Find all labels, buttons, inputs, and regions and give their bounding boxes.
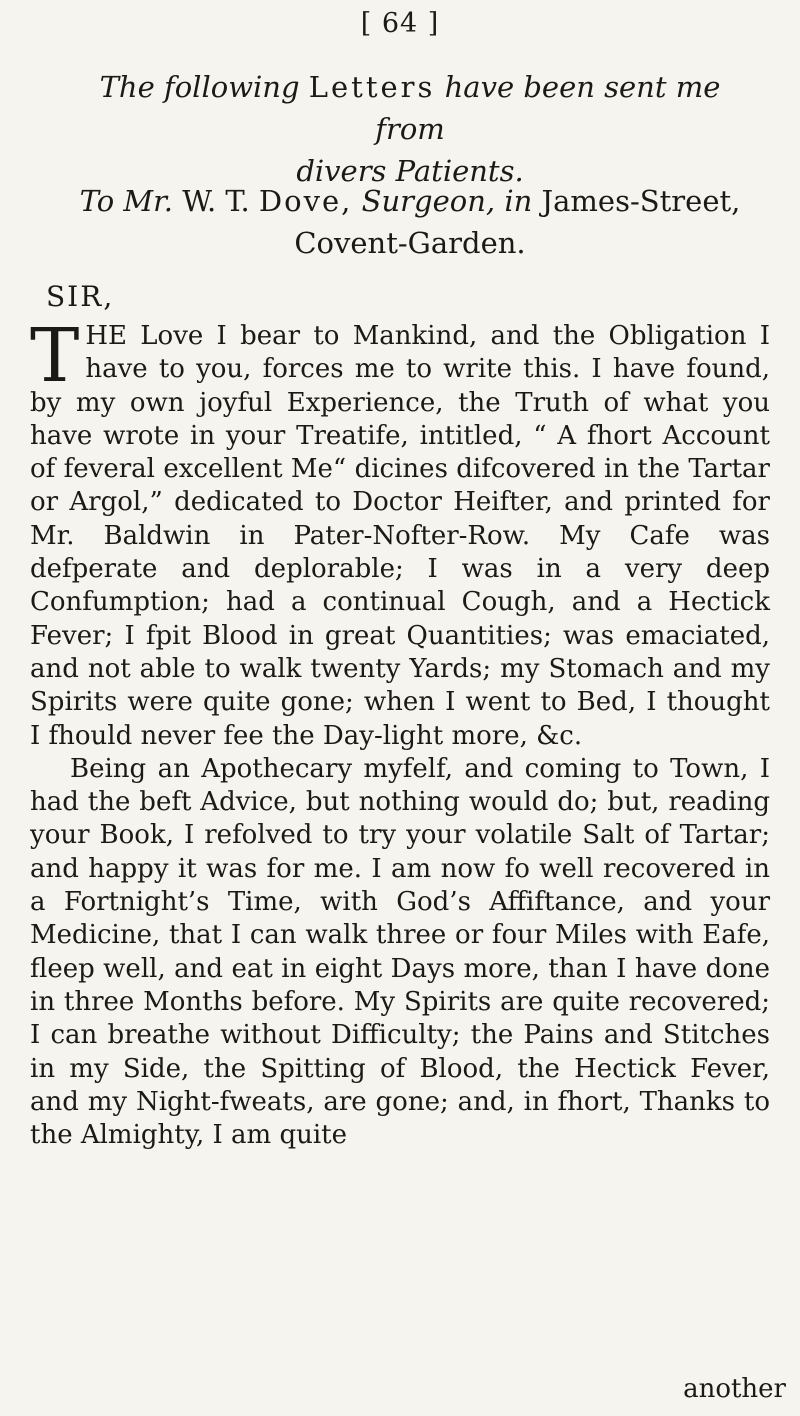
letter-body [30, 313, 770, 1152]
drop-cap: T [30, 313, 80, 399]
address-street: James-Street, [541, 184, 741, 218]
paragraph-2 [30, 753, 770, 1153]
address-surname: Dove, [258, 184, 353, 218]
address-title: Surgeon, [361, 184, 496, 218]
paragraph-2-text: Being an Apothecary myfelf, and coming to Town, I had the beft Advice, but nothing would do; but, reading your Book, I refolved to try your volatile Salt of Tartar; and happy it was for me. I am now fo well recovered in a Fortnight’s Time, with God’s Affiftance, and your Medicine, that I can walk three or four Miles with Eafe, fleep well, and eat in eight Days more, than I have done in three Months before. My Spirits are quite recovered; I can breathe without Difficulty; the Pains and Stitches in my Side, the Spitting of Blood, the Hectick Fever, and my Night-fweats, are gone; and, in fhort, Thanks to the Almighty, I am quite [30, 753, 770, 1151]
heading-letters: Letters [308, 70, 436, 104]
paragraph-1-text: HE Love I bear to Mankind, and the Obligation I have to you, forces me to write this. I have found, by my own joyful Experience, the Truth of what you have wrote in your Treatife, intitled, “ A fhort Account of feveral excellent Me“ dicines difcovered in the Tartar or Argol,” dedicated to Doctor Heifter, and printed for Mr. Baldwin in Pater-Nofter-Row. My Cafe was defperate and deplorable; I was in a very deep Confumption; had a continual Cough, and a Hectick Fever; I fpit Blood in great Quantities; was emaciated, and not able to walk twenty Yards; my Stomach and my Spirits were quite gone; when I went to Bed, I thought I fhould never fee the Day-light more, &c. [30, 321, 770, 751]
salutation: SIR, [46, 280, 115, 313]
address-in: in [504, 184, 533, 218]
address-name: W. T. [182, 184, 250, 218]
address-to: To Mr. [79, 184, 173, 218]
letter-address [70, 180, 750, 264]
heading-text-a: The following [99, 70, 300, 104]
heading-line-1 [70, 66, 750, 150]
address-line-1 [70, 180, 750, 222]
page-number: [ 64 ] [360, 8, 440, 39]
heading-text-c: have been sent me from [375, 70, 721, 146]
catchword: another [683, 1374, 786, 1404]
address-district: Covent-Garden. [294, 226, 526, 260]
paragraph-1 [30, 313, 770, 753]
section-heading [70, 66, 750, 192]
heading-line-2: divers Patients. [296, 154, 524, 188]
